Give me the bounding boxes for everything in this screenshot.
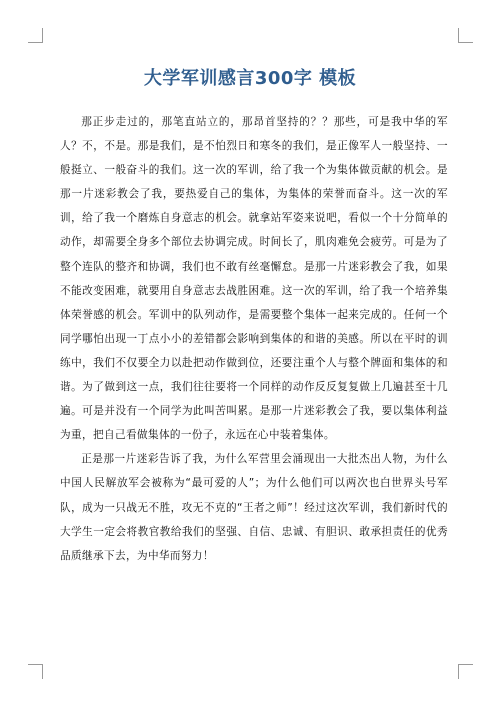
crop-mark-top-left <box>28 28 43 43</box>
document-title: 大学军训感言300字 模板 <box>143 68 357 89</box>
crop-mark-bottom-left <box>28 664 43 679</box>
crop-mark-top-right <box>458 28 473 43</box>
document-body <box>60 110 448 568</box>
paragraph: 那正步走过的，那笔直站立的，那昂首坚持的？？那些，可是我中华的军人？不，不是。那是我们，是不怕烈日和寒冬的我们，是正像军人一般坚持、一般挺立、一般奋斗的我们。这一次的军训，给了我一个为集体做贡献的机会。是那一片迷彩教会了我，要热爱自己的集体，为集体的荣誉而奋斗。这一次的军训，给了我一个磨炼自身意志的机会。就拿站军姿来说吧，看似一个十分简单的动作，却需要全身多个部位去协调完成。时间长了，肌肉难免会疲劳。可是为了整个连队的整齐和协调，我们也不敢有丝毫懈怠。是那一片迷彩教会了我，如果不能改变困难，就要用自身意志去战胜困难。这一次的军训，给了我一个培养集体荣誉感的机会。军训中的队列动作，是需要整个集体一起来完成的。任何一个同学哪怕出现一丁点小小的差错都会影响到集体的和谐的美感。所以在平时的训练中，我们不仅要全力以赴把动作做到位，还要注重个人与整个牌面和集体的和谐。为了做到这一点，我们往往要将一个同样的动作反反复复做上几遍甚至十几遍。可是并没有一个同学为此叫苦叫累。是那一片迷彩教会了我，要以集体利益为重，把自己看做集体的一份子，永远在心中装着集体。 <box>60 116 448 442</box>
paragraph: 正是那一片迷彩告诉了我，为什么军营里会涌现出一大批杰出人物，为什么中国人民解放军会被称为“最可爱的人”；为什么他们可以两次也白世界头号军队，成为一只战无不胜，攻无不克的“王者之师”！经过这次军训，我们新时代的大学生一定会将教官教给我们的坚强、自信、忠诚、有胆识、敢承担责任的优秀品质继承下去，为中华而努力！ <box>60 453 448 562</box>
crop-mark-bottom-right <box>458 664 473 679</box>
